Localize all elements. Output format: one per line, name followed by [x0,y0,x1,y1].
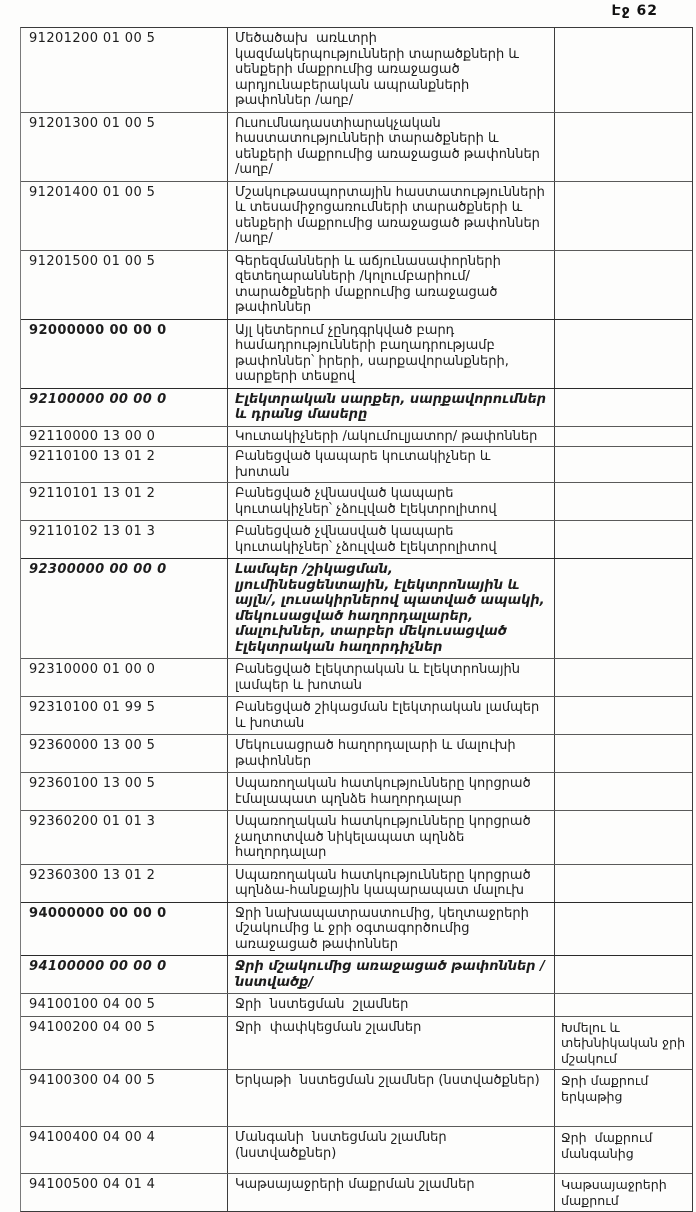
table-row [21,902,692,956]
note-cell [555,447,692,482]
description-cell: Սպառողական հատկությունները կորցրած չաղտոտված նիկելապատ պղնձե հաղորդալար [228,811,555,864]
note-cell [555,735,692,772]
description-cell: Մանգանի նստեցման շլամներ (նստվածքներ) [228,1127,555,1173]
code-cell: 94100400 04 00 4 [21,1127,228,1173]
description-cell: Մեկուսացրած հաղորդալարի և մալուխի թափոններ [228,735,555,772]
description-cell: Ջրի նստեցման շլամներ [228,994,555,1016]
description-cell: Բանեցված չվնասված կապարե կուտակիչներ՝ չձուլված էլեկտրոլիտով [228,483,555,520]
code-cell: 92360100 13 00 5 [21,773,228,810]
table-row [21,250,692,319]
code-cell: 92110101 13 01 2 [21,483,228,520]
code-cell: 92310100 01 99 5 [21,697,228,734]
description-cell: Բանեցված չվնասված կապարե կուտակիչներ՝ չձուլված էլեկտրոլիտով [228,521,555,558]
table-row [21,388,692,426]
page-number-label: Էջ 62 [611,3,658,19]
code-cell: 91201400 01 00 5 [21,182,228,250]
code-cell: 91201500 01 00 5 [21,251,228,319]
table-row [21,1016,692,1070]
code-cell: 92110102 13 01 3 [21,521,228,558]
description-cell: Ուսումնադաստիարակչական հաստատությունների տարածքների և սենքերի մաքրումից առաջացած թափոններ /աղբ/ [228,113,555,181]
note-cell: Կաթսայաջրերի մաքրում [561,1177,671,1208]
table-row [21,28,692,112]
note-cell [555,773,692,810]
description-cell: Կաթսայաջրերի մաքրման շլամներ [228,1174,555,1211]
description-cell: Այլ կետերում չընդգրկված բարդ համադրությունների բաղադրությամբ թափոններ՝ իրերի, սարքավորանքների, սարքերի տեսքով [228,320,555,388]
note-cell [555,956,692,993]
note-cell [555,113,692,181]
note-cell [555,320,692,388]
description-cell: Գերեզմանների և աճյունասափորների զետեղարանների /կոլումբարիում/ տարածքների մաքրումից առաջացած թափոններ [228,251,555,319]
code-cell: 92360000 13 00 5 [21,735,228,772]
table-row [21,426,692,447]
note-cell: Ջրի մաքրում մանգանից [561,1130,657,1161]
table-row [21,1069,692,1126]
table-row [21,520,692,558]
code-cell: 92300000 00 00 0 [21,559,228,658]
description-cell: Երկաթի նստեցման շլամներ (նստվածքներ) [228,1070,555,1126]
table-row [21,112,692,181]
description-cell: Էլեկտրական սարքեր, սարքավորումներ և դրանց մասերը [228,389,555,426]
description-cell: Ջրի նախապատրաստումից, կեղտաջրերի մշակումից և ջրի օգտագործումից առաջացած թափոններ [228,903,555,956]
code-cell: 94100500 04 01 4 [21,1174,228,1211]
table-row [21,734,692,772]
description-cell: Կուտակիչների /ակումուլյատոր/ թափոններ [228,427,555,447]
table-row [21,446,692,482]
code-cell: 91201200 01 00 5 [21,28,228,112]
note-cell: Ջրի մաքրում երկաթից [561,1073,653,1104]
note-cell [555,389,692,426]
note-cell [555,811,692,864]
table-row [21,772,692,810]
note-cell [555,903,692,956]
description-cell: Սպառողական հատկությունները կորցրած էմալապատ պղնձե հաղորդալար [228,773,555,810]
table-row [21,482,692,520]
description-cell: Լամպեր /շիկացման, լյումինեսցենտային, էլեկտրոնային և այլն/, լուսակիրներով պատված ապակի, մեկուսացված հաղորդալարեր, մալուխներ, տարբեր մեկուսացված էլեկտրական հաղորդիչներ [228,559,555,658]
note-cell [555,994,692,1016]
table-row [21,993,692,1016]
note-cell [555,427,692,447]
code-cell: 92360200 01 01 3 [21,811,228,864]
note-cell [555,659,692,696]
code-cell: 92310000 01 00 0 [21,659,228,696]
note-cell [555,483,692,520]
description-cell: Մեծածախ առևտրի կազմակերպությունների տարածքների և սենքերի մաքրումից առաջացած արդյունաբերական ապրանքների թափոններ /աղբ/ [228,28,555,112]
note-cell [555,697,692,734]
description-cell: Ջրի մշակումից առաջացած թափոններ /նստվածք/ [228,956,555,993]
code-cell: 94100300 04 00 5 [21,1070,228,1126]
table-row [21,1126,692,1173]
description-cell: Բանեցված շիկացման էլեկտրական լամպեր և խոտան [228,697,555,734]
description-cell: Բանեցված էլեկտրական և էլեկտրոնային լամպեր և խոտան [228,659,555,696]
code-cell: 94100100 04 00 5 [21,994,228,1016]
description-cell: Ջրի փափկեցման շլամներ [228,1017,555,1070]
note-cell [555,521,692,558]
table-row [21,864,692,902]
code-cell: 92110000 13 00 0 [21,427,228,447]
description-cell: Մշակութասպորտային հաստատությունների և տեսամիջոցառումների տարածքների և սենքերի մաքրումից առաջացած թափոններ /աղբ/ [228,182,555,250]
code-cell: 94000000 00 00 0 [21,903,228,956]
note-cell [555,251,692,319]
code-cell: 92360300 13 01 2 [21,865,228,902]
description-cell: Սպառողական հատկությունները կորցրած պղնձա-հանքային կապարապատ մալուխ [228,865,555,902]
table-row [21,810,692,864]
table-row [21,955,692,993]
code-cell: 94100000 00 00 0 [21,956,228,993]
code-cell: 92000000 00 00 0 [21,320,228,388]
code-cell: 94100200 04 00 5 [21,1017,228,1070]
note-cell [555,28,692,112]
note-cell [555,182,692,250]
table-row [21,181,692,250]
note-cell [555,865,692,902]
description-cell: Բանեցված կապարե կուտակիչներ և խոտան [228,447,555,482]
waste-classification-table [20,27,693,1212]
table-row [21,558,692,658]
code-cell: 91201300 01 00 5 [21,113,228,181]
table-row [21,658,692,696]
table-row [21,1173,692,1211]
note-cell: Խմելու և տեխնիկական ջրի մշակում [561,1019,690,1066]
code-cell: 92110100 13 01 2 [21,447,228,482]
table-row [21,696,692,734]
table-row [21,319,692,388]
code-cell: 92100000 00 00 0 [21,389,228,426]
note-cell [555,559,692,658]
